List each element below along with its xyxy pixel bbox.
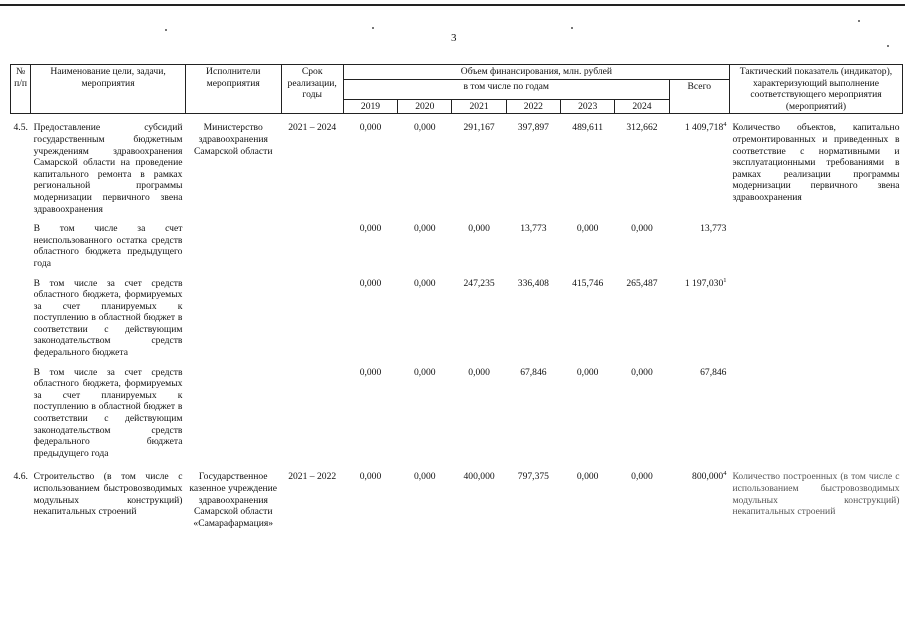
header-year: 2024: [615, 99, 669, 114]
row-value-2020: 0,000: [413, 122, 436, 134]
row-value-2023: 0,000: [576, 471, 599, 483]
financing-table: [10, 64, 903, 529]
scan-speck: [571, 27, 573, 29]
row-indicator: [729, 278, 902, 359]
row-name: В том числе за счет средств областного бюджета, формируемых за счет планируемых к поступлению в областной бюджет в соответствии с действующим законодательством средств федерального бюджета предыдущего года: [33, 366, 183, 459]
scan-speck: [165, 29, 167, 31]
row-value-2020: 0,000: [413, 223, 436, 235]
table-row: [11, 278, 903, 359]
row-term: [281, 223, 343, 269]
row-value-2022: 336,408: [517, 277, 549, 289]
row-value-2023: 489,611: [572, 122, 604, 134]
row-number: 4.5.: [13, 122, 28, 134]
row-term: [281, 278, 343, 359]
row-value-2022: 13,773: [520, 223, 547, 235]
row-name: Строительство (в том числе с использованием быстровозводимых модульных конструкций) некапитальных строений: [33, 471, 183, 518]
row-value-2023: 0,000: [576, 223, 599, 235]
row-value-2019: 0,000: [359, 366, 382, 378]
row-number: 4.6.: [13, 471, 28, 483]
row-value-2019: 0,000: [359, 277, 382, 289]
row-value-2024: 0,000: [631, 471, 653, 483]
row-total-value: 1 409,718: [684, 122, 724, 134]
row-term: 2021 – 2022: [288, 471, 337, 483]
row-value-2024: 312,662: [626, 122, 658, 134]
scan-speck: [887, 45, 889, 47]
header-indicator: Тактический показатель (индикатор), характеризующий выполнение соответствующего мероприятия (мероприятий): [729, 65, 902, 114]
row-indicator: Количество построенных (в том числе с использованием быстровозводимых модульных конструкций) некапитальных строений: [732, 471, 900, 518]
table-body: [11, 114, 903, 530]
row-number: [11, 367, 31, 460]
row-value-2021: 0,000: [468, 366, 490, 378]
row-value-2024: 0,000: [631, 366, 653, 378]
table-row: [11, 223, 903, 269]
table-row: [11, 471, 903, 529]
row-executor: [185, 223, 281, 269]
row-total-value: 13,773: [700, 223, 727, 235]
row-total-footnote: 4: [723, 470, 727, 478]
row-value-2020: 0,000: [413, 277, 436, 289]
page-number: 3: [451, 32, 457, 44]
row-indicator: [729, 367, 902, 460]
header-term: Срок реализации, годы: [281, 65, 343, 114]
header-total: Всего: [669, 79, 729, 114]
row-total: [669, 367, 729, 460]
row-value-2020: 0,000: [413, 471, 436, 483]
row-name: Предоставление субсидий государственным бюджетным учреждениям здравоохранения Самарской области на проведение капитального ремонта в рамках региональной программы модернизации первичного звена здравоохранения: [33, 122, 183, 215]
row-value-2021: 247,235: [463, 277, 495, 289]
row-value-2021: 400,000: [463, 471, 495, 483]
row-value-2019: 0,000: [359, 223, 382, 235]
scan-speck: [858, 20, 860, 22]
row-number: [11, 278, 31, 359]
row-number: [11, 223, 31, 269]
row-executor: [185, 278, 281, 359]
header-years-group: в том числе по годам: [343, 79, 669, 99]
top-border-line: [0, 4, 905, 6]
row-value-2022: 797,375: [517, 471, 549, 483]
row-total-value: 800,000: [692, 471, 724, 483]
row-value-2024: 265,487: [626, 277, 658, 289]
scan-speck: [372, 27, 374, 29]
row-name: В том числе за счет средств областного бюджета, формируемых за счет планируемых к поступлению в областной бюджет в соответствии с действующим законодательством средств федерального бюджета: [33, 277, 183, 359]
row-value-2019: 0,000: [359, 122, 382, 134]
row-value-2022: 397,897: [517, 122, 549, 134]
table-row: [11, 367, 903, 460]
row-total-value: 67,846: [700, 366, 727, 378]
row-total-footnote: 4: [723, 121, 727, 129]
header-year: 2020: [398, 99, 452, 114]
row-value-2022: 67,846: [520, 366, 547, 378]
row-total-footnote: 1: [723, 276, 727, 284]
header-financing: Объем финансирования, млн. рублей: [343, 65, 729, 80]
row-value-2023: 0,000: [576, 366, 599, 378]
row-term: [281, 367, 343, 460]
row-term: 2021 – 2024: [288, 122, 337, 134]
row-value-2019: 0,000: [359, 471, 382, 483]
row-indicator: Количество объектов, капитально отремонтированных и приведенных в соответствие с нормативными и эксплуатационными требованиями в рамках реализации программы модернизации первичного звена здравоохранения: [732, 122, 900, 203]
header-year: 2019: [343, 99, 397, 114]
header-executors: Исполнители мероприятия: [185, 65, 281, 114]
row-value-2021: 0,000: [468, 223, 490, 235]
row-value-2023: 415,746: [572, 277, 604, 289]
row-total: [669, 122, 729, 215]
header-number: № п/п: [11, 65, 31, 114]
row-total-value: 1 197,030: [684, 277, 724, 289]
header-year: 2022: [506, 99, 560, 114]
header-year: 2021: [452, 99, 506, 114]
header-year: 2023: [561, 99, 615, 114]
row-value-2024: 0,000: [631, 223, 653, 235]
header-name: Наименование цели, задачи, мероприятия: [31, 65, 186, 114]
table-row: [11, 122, 903, 215]
row-total: [669, 223, 729, 269]
row-total: [669, 471, 729, 529]
row-executor: [185, 367, 281, 460]
row-total: [669, 278, 729, 359]
row-value-2021: 291,167: [463, 122, 495, 134]
row-executor: Министерство здравоохранения Самарской области: [193, 122, 273, 157]
row-executor: Государственное казенное учреждение здравоохранения Самарской области «Самарафармация»: [189, 471, 278, 529]
row-name: В том числе за счет неиспользованного остатка средств областного бюджета предыдущего года: [33, 223, 183, 269]
row-value-2020: 0,000: [413, 366, 436, 378]
table-header: [11, 65, 903, 114]
row-indicator: [729, 223, 902, 269]
